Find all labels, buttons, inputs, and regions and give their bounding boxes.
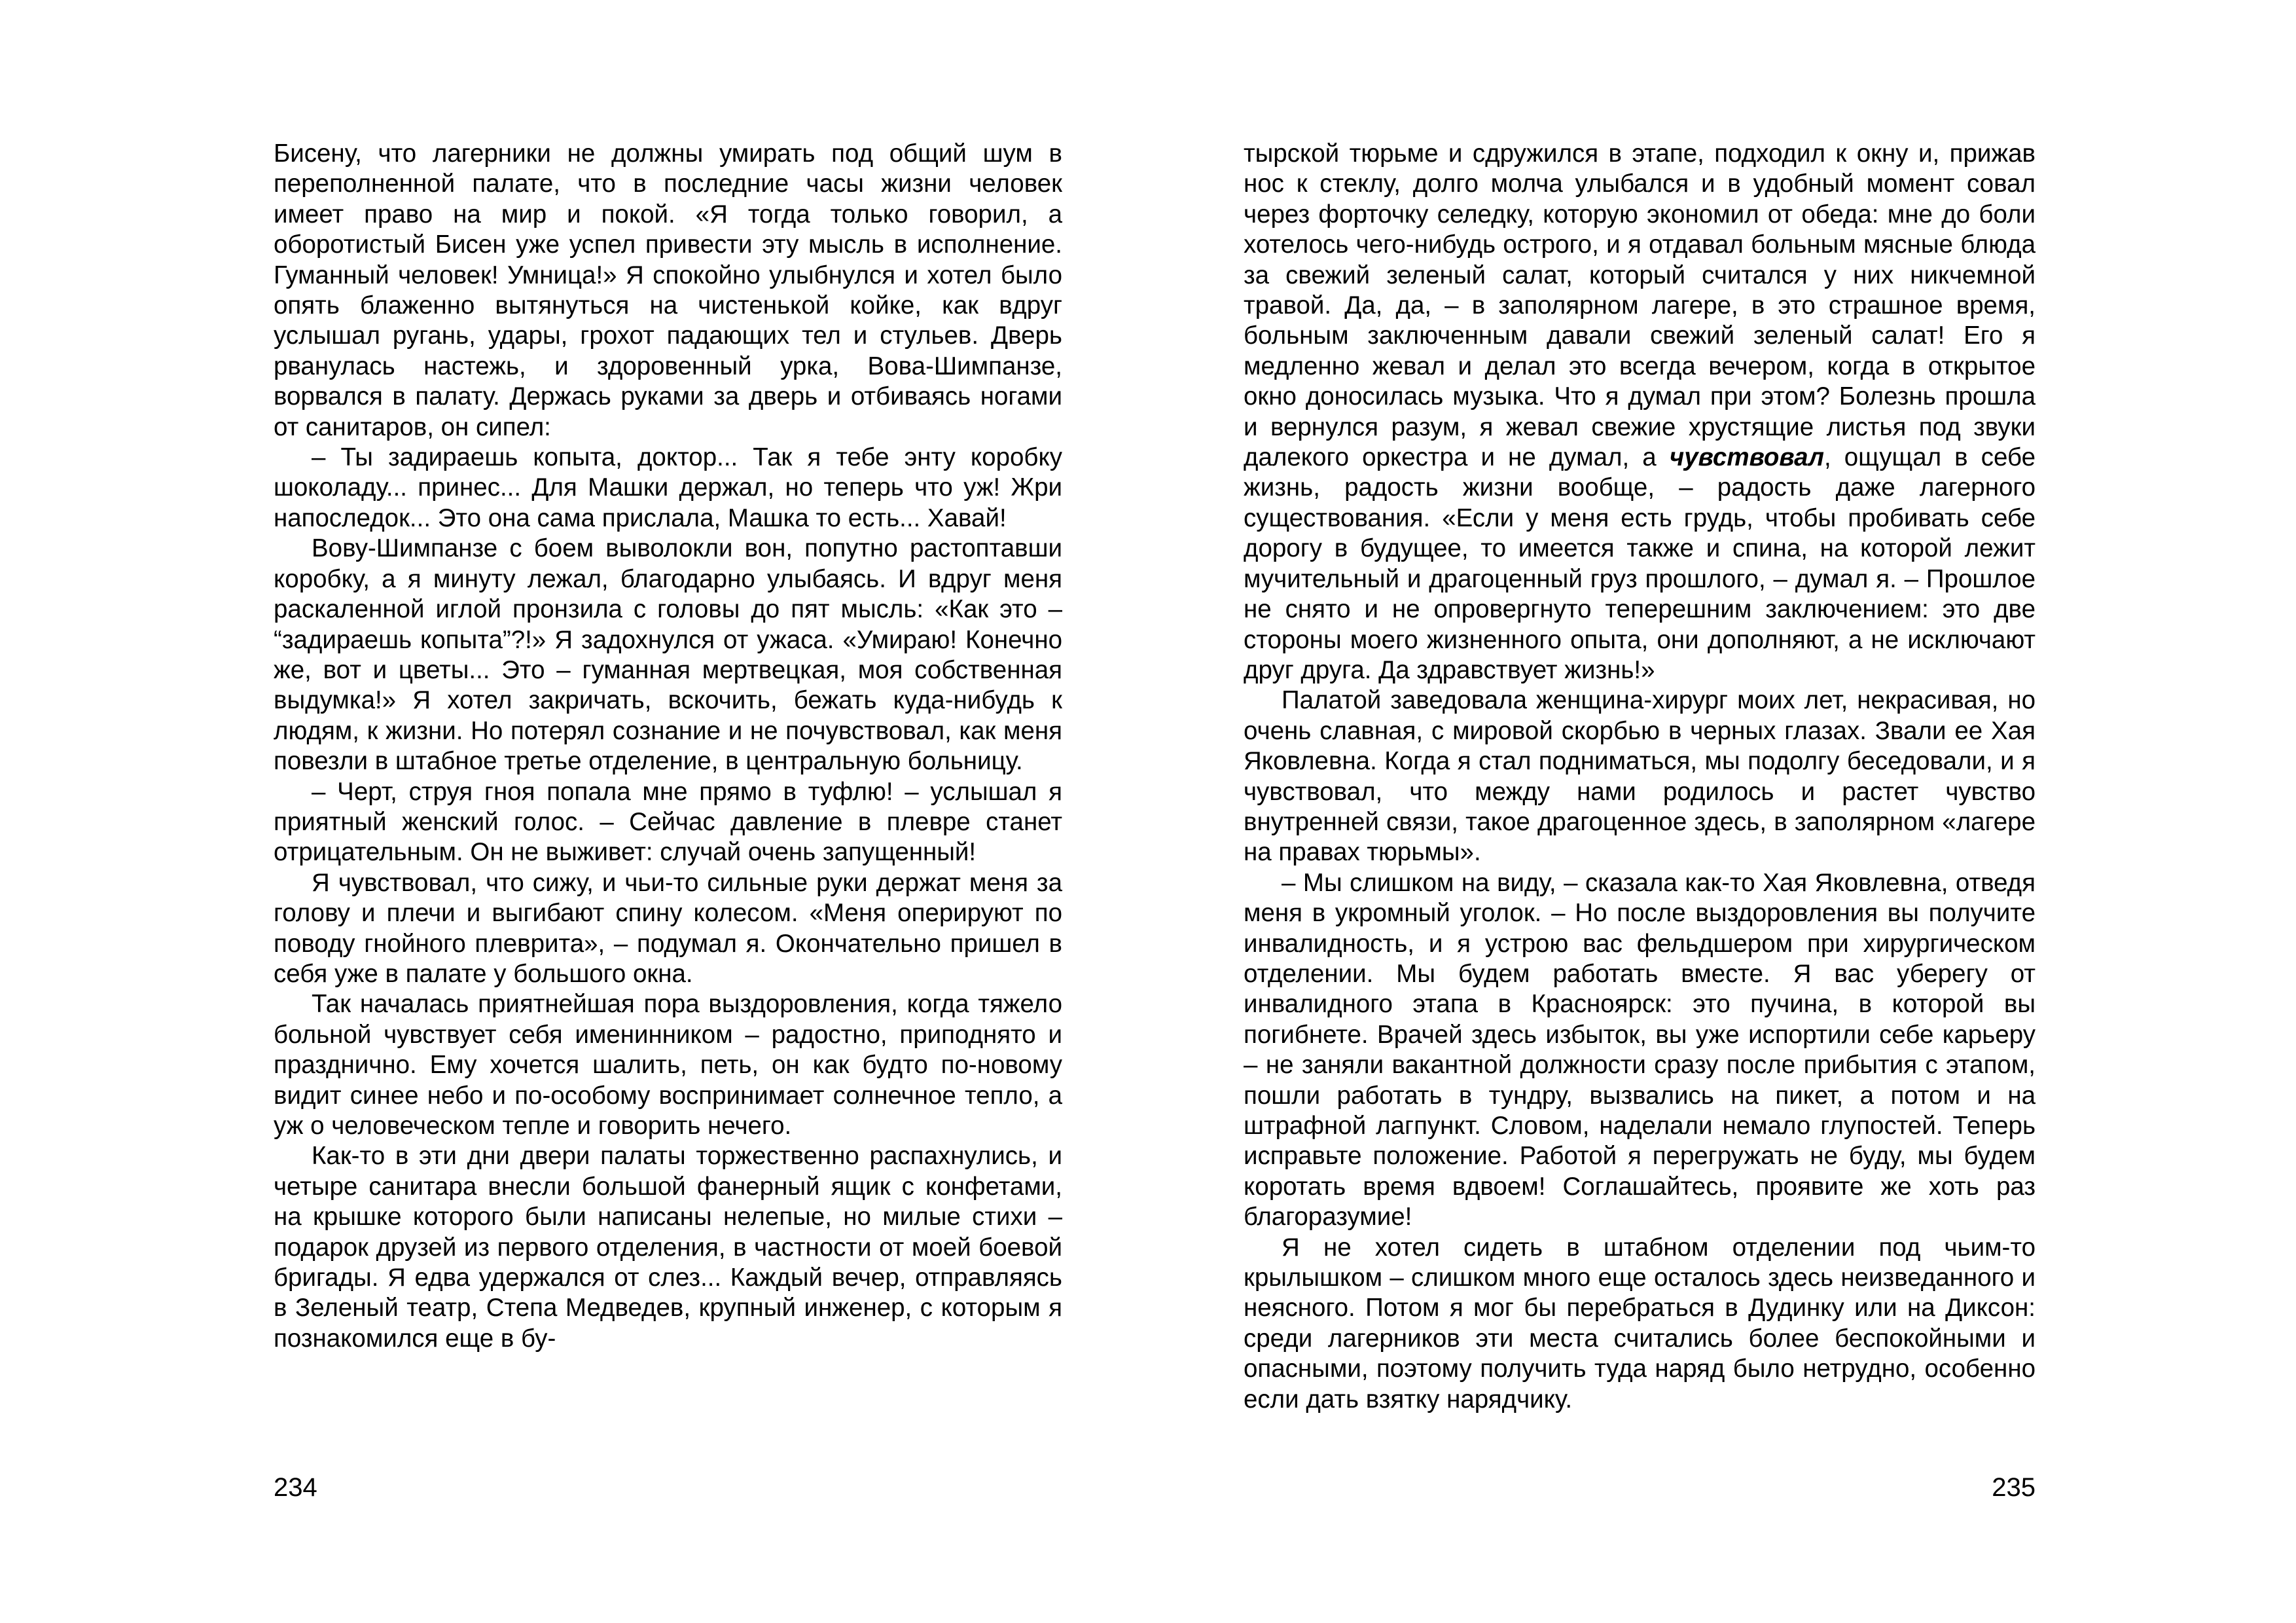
paragraph: Вову-Шимпанзе с боем выволокли вон, попутно растоптавши коробку, а я минуту лежал, благодарно улыбаясь. И вдруг меня раскаленной иглой пронзила с головы до пят мысль: «Как это – “задираешь копыта”?!» Я задохнулся от ужаса. «Умираю! Конечно же, вот и цветы... Это – гуманная мертвецкая, моя собственная выдумка!» Я хотел закричать, вскочить, бежать куда-нибудь к людям, к жизни. Но потерял сознание и не почувствовал, как меня повезли в штабное третье отделение, в центральную больницу. [274, 534, 1062, 776]
paragraph [1244, 139, 2036, 685]
paragraph-text: тырской тюрьме и сдружился в этапе, подходил к окну и, прижав нос к стеклу, долго молча улыбался и в удобный момент совал через форточку селедку, которую экономил от обеда: мне до боли хотелось чего-нибудь острого, и я отдавал больным мясные блюда за свежий зеленый салат, который считался у них никчемной травой. Да, да, – в заполярном лагере, в это страшное время, больным заключенным давали свежий зеленый салат! Его я медленно жевал и делал это всегда вечером, когда в открытое окно доносилась музыка. Что я думал при этом? Болезнь прошла и вернулся разум, я жевал свежие хрустящие листья под звуки далекого оркестра и не думал, а [1244, 139, 2036, 472]
emphasized-word: чувствовал [1669, 443, 1824, 472]
paragraph: Как-то в эти дни двери палаты торжественно распахнулись, и четыре санитара внесли большой фанерный ящик с конфетами, на крышке которого были написаны нелепые, но милые стихи – подарок друзей из первого отделения, в частности от моей боевой бригады. Я едва удержался от слез... Каждый вечер, отправляясь в Зеленый театр, Степа Медведев, крупный инженер, с которым я познакомился еще в бу- [274, 1142, 1062, 1353]
paragraph: Я чувствовал, что сижу, и чьи-то сильные руки держат меня за голову и плечи и выгибают спину колесом. «Меня оперируют по поводу гнойного плеврита», – подумал я. Окончательно пришел в себя уже в палате у большого окна. [274, 868, 1062, 988]
paragraph: – Черт, струя гноя попала мне прямо в туфлю! – услышал я приятный женский голос. – Сейчас давление в плевре станет отрицательным. Он не выживет: случай очень запущенный! [274, 777, 1062, 867]
paragraph: Я не хотел сидеть в штабном отделении под чьим-то крылышком – слишком много еще осталось здесь неизведанного и неясного. Потом я мог бы перебраться в Дудинку или на Диксон: среди лагерников эти места считались более беспокойными и опасными, поэтому получить туда наряд было нетрудно, особенно если дать взятку нарядчику. [1244, 1233, 2036, 1413]
left-page [274, 0, 1062, 1623]
left-page-text [274, 139, 1062, 1354]
paragraph: Палатой заведовала женщина-хирург моих лет, некрасивая, но очень славная, с мировой скорбью в черных глазах. Звали ее Хая Яковлевна. Когда я стал подниматься, мы подолгу беседовали, и я чувствовал, что между нами родилось и растет чувство внутренней связи, такое драгоценное здесь, в заполярном «лагере на правах тюрьмы». [1244, 686, 2036, 867]
right-page [1244, 0, 2036, 1623]
paragraph-text: , ощущал в себе жизнь, радость жизни вообще, – радость даже лагерного существования. «Если у меня есть грудь, чтобы пробивать себе дорогу в будущее, то имеется также и спина, на которой лежит мучительный и драгоценный груз прошлого, – думал я. – Прошлое не снято и не опровергнуто теперешним заключением: это две стороны моего жизненного опыта, они дополняют, а не исключают друг друга. Да здравствует жизнь!» [1244, 443, 2036, 684]
page-number: 234 [274, 1473, 317, 1502]
paragraph: – Ты задираешь копыта, доктор... Так я тебе энту коробку шоколаду... принес... Для Машки держал, но теперь что уж! Жри напоследок... Это она сама прислала, Машка то есть... Хавай! [274, 443, 1062, 532]
right-page-text [1244, 139, 2036, 1415]
paragraph: – Мы слишком на виду, – сказала как-то Хая Яковлевна, отведя меня в укромный уголок. – Но после выздоровления вы получите инвалидность, и я устрою вас фельдшером при хирургическом отделении. Мы будем работать вместе. Я вас уберегу от инвалидного этапа в Красноярск: это пучина, в которой вы погибнете. Врачей здесь избыток, вы уже испортили себе карьеру – не заняли вакантной должности сразу после прибытия с этапом, пошли работать в тундру, вызвались на пикет, а потом и на штрафной лагпункт. Словом, наделали немало глупостей. Теперь исправьте положение. Работой я перегружать не буду, мы будем коротать время вдвоем! Соглашайтесь, проявите же хоть раз благоразумие! [1244, 868, 2036, 1231]
paragraph: Так началась приятнейшая пора выздоровления, когда тяжело больной чувствует себя именинником – радостно, приподнято и празднично. Ему хочется шалить, петь, он как будто по-новому видит синее небо и по-особому воспринимает солнечное тепло, а уж о человеческом тепле и говорить нечего. [274, 990, 1062, 1140]
page-number: 235 [1992, 1473, 2036, 1502]
paragraph: Бисену, что лагерники не должны умирать под общий шум в переполненной палате, что в последние часы жизни человек имеет право на мир и покой. «Я тогда только говорил, а оборотистый Бисен уже успел привести эту мысль в исполнение. Гуманный человек! Умница!» Я спокойно улыбнулся и хотел было опять блаженно вытянуться на чистенькой койке, как вдруг услышал ругань, удары, грохот падающих тел и стульев. Дверь рванулась настежь, и здоровенный урка, Вова-Шимпанзе, ворвался в палату. Держась руками за дверь и отбиваясь ногами от санитаров, он сипел: [274, 139, 1062, 441]
